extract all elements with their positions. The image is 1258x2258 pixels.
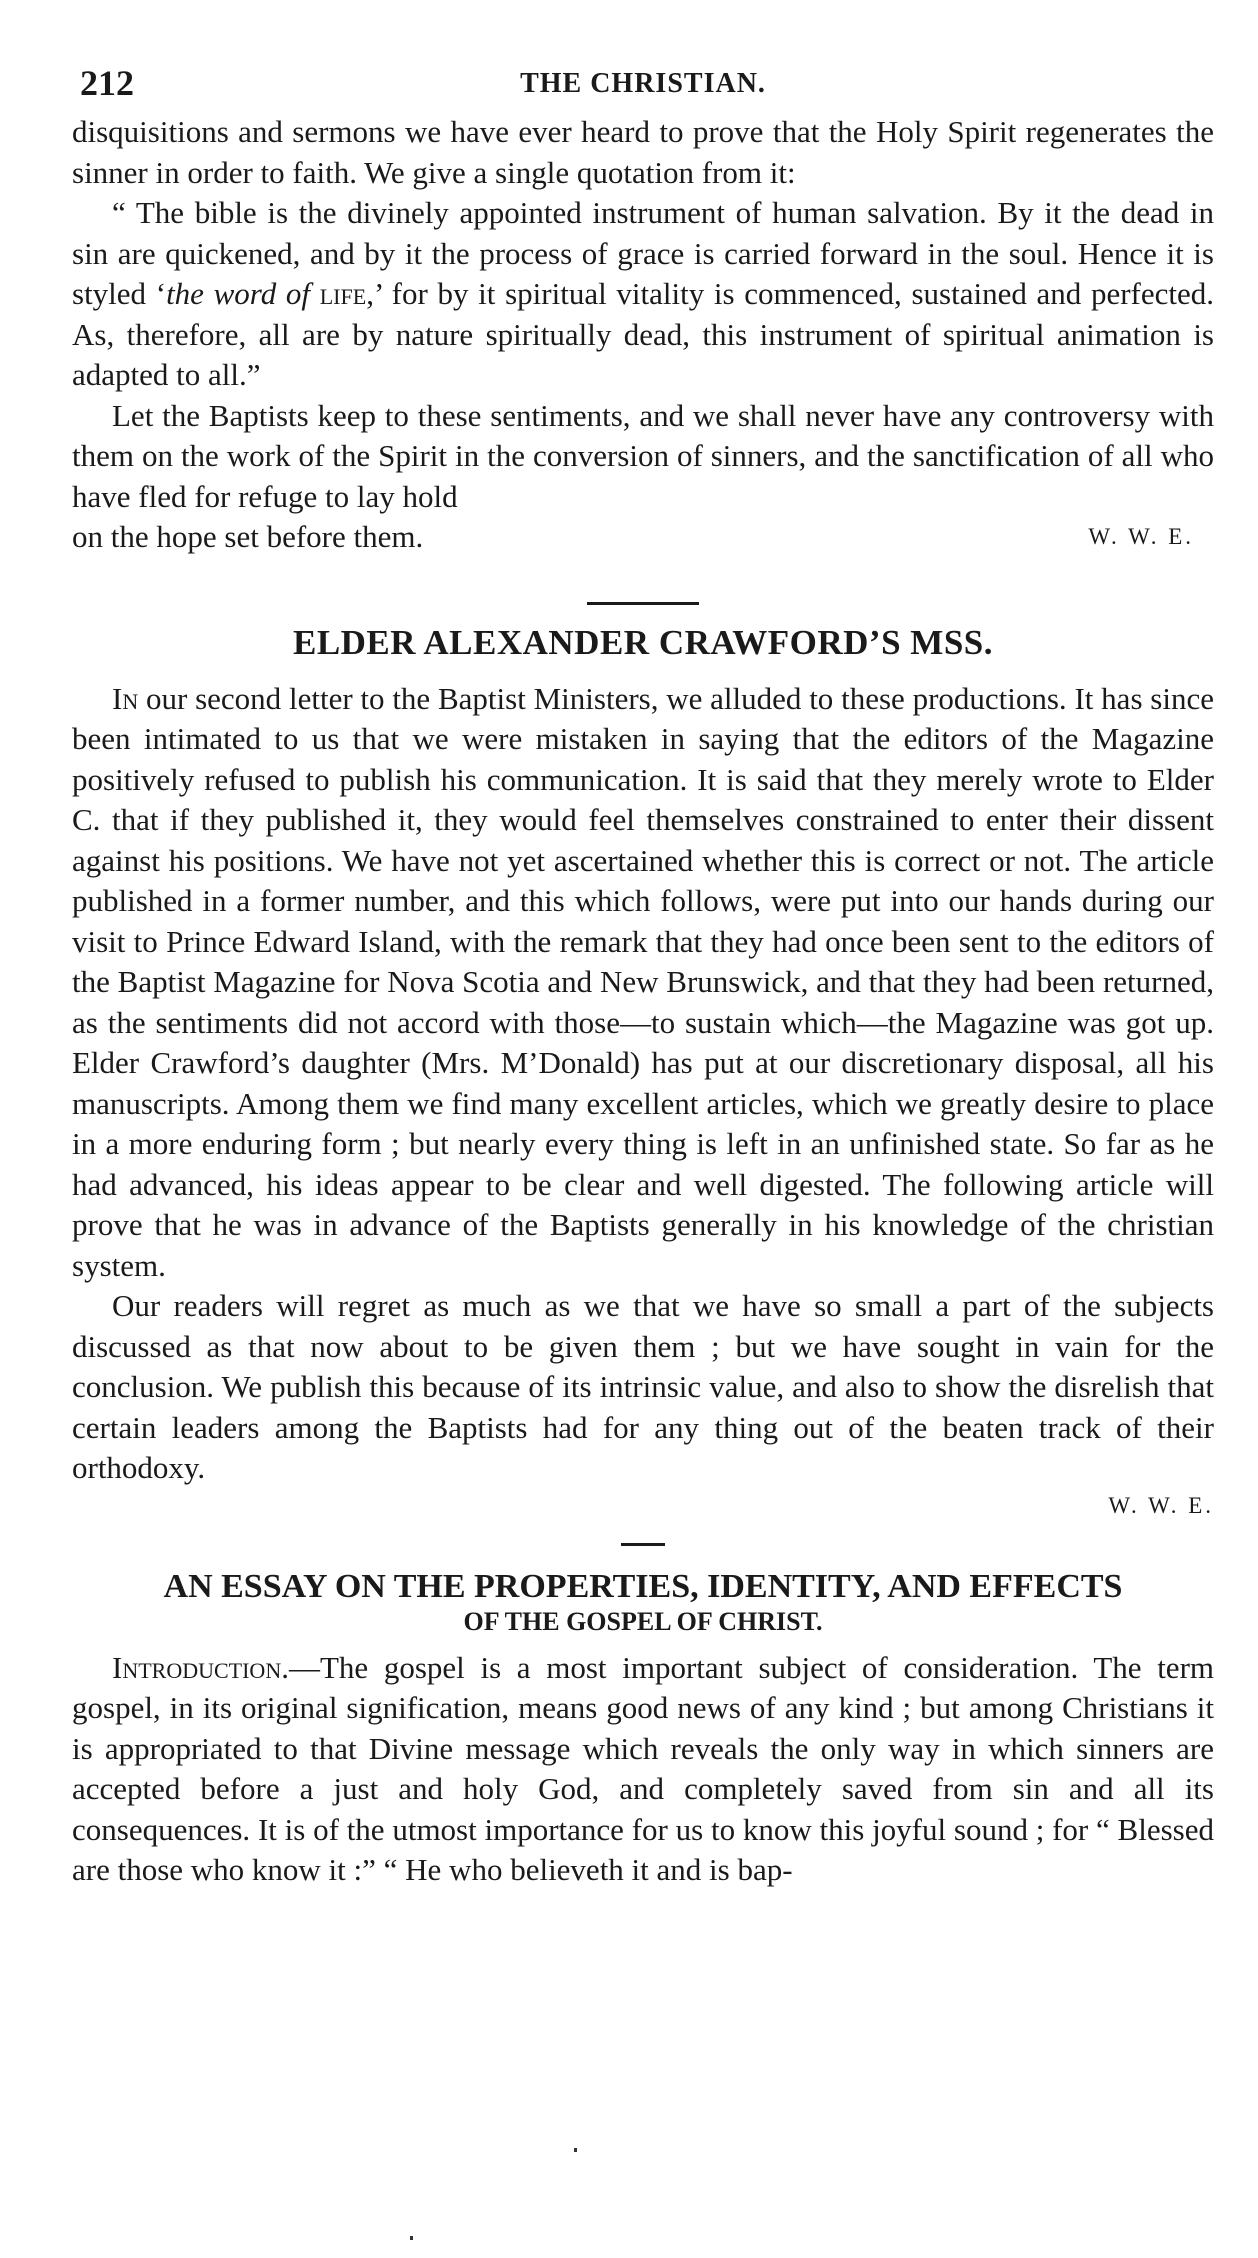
closing-paragraph: Let the Baptists keep to these sentiments, and we shall never have any controversy with them on the work of the Spirit in the conversion of sinners, and the sanctification of all who have fled for refuge to lay hold <box>72 397 1214 514</box>
quotation-paragraph <box>72 193 1214 396</box>
section-divider <box>587 602 699 605</box>
signature: W. W. E. <box>1088 524 1194 549</box>
essay-heading: AN ESSAY ON THE PROPERTIES, IDENTITY, AND EFFECTS <box>163 1567 1123 1605</box>
introduction-label: Introduction. <box>112 1649 289 1685</box>
essay-introduction <box>72 1648 1214 1891</box>
section-divider-short <box>621 1543 665 1546</box>
drop-word: In <box>112 680 139 716</box>
introduction-text: —The gospel is a most important subject of consideration. The term gospel, in its original signification, means good news of any kind ; but among Christians it is appropriated to that Divine message which reveals the only way in which sinners are accepted before a just and holy God, and completely saved from sin and all its consequences. It is of the utmost importance for us to know this joyful sound ; for “ Blessed are those who know it :” “ He who believeth it and is bap- <box>72 1649 1214 1887</box>
article-signature: W. W. E. <box>1108 1492 1214 1518</box>
quote-text-start: “ The bible is the divinely appointed instrument of human salvation. By it the dead in sin are quickened, and by it the process of grace is carried forward in the soul. Hence it is styled ‘ <box>72 195 1214 311</box>
running-head <box>72 62 1214 112</box>
article-paragraph-2: Our readers will regret as much as we that we have so small a part of the subjects discussed as that now about to be given them ; but we have sought in vain for the conclusion. We publish this because of its intrinsic value, and also to show the disrelish that certain leaders among the Baptists had for any thing out of the beaten track of their orthodoxy. <box>72 1288 1214 1485</box>
article-paragraph <box>72 679 1214 1287</box>
continuation-paragraph: disquisitions and sermons we have ever heard to prove that the Holy Spirit regenerates the sinner in order to faith. We give a single quotation from it: <box>72 114 1214 190</box>
quote-smallcaps-text: life <box>319 276 367 311</box>
essay-subheading: OF THE GOSPEL OF CHRIST. <box>463 1606 823 1636</box>
quote-italic-text: the word of <box>166 276 311 311</box>
article-paragraph-text: our second letter to the Baptist Ministers, we alluded to these productions. It has since been intimated to us that we were mistaken in saying that the editors of the Magazine positively refused to publish his communication. It is said that they merely wrote to Elder C. that if they published it, they would feel themselves constrained to enter their dissent against his positions. We have not yet ascertained whether this is correct or not. The article published in a former number, and this which follows, were put into our hands during our visit to Prince Edward Island, with the remark that they had once been sent to the editors of the Baptist Magazine for Nova Scotia and New Brunswick, and that they had been returned, as the sentiments did not accord with those—to sustain which—the Magazine was got up. Elder Crawford’s daughter (Mrs. M’Donald) has put at our discretionary disposal, all his manuscripts. Among them we find many excellent articles, which we greatly desire to place in a more enduring form ; but nearly every thing is left in an unfinished state. So far as he had advanced, his ideas appear to be clear and well digested. The following article will prove that he was in advance of the Baptists generally in his knowledge of the christian system. <box>72 680 1214 1283</box>
quote-text-end: ,’ for by it spiritual vitality is commenced, sustained and perfected. As, therefore, all are by nature spiritually dead, this instrument of spiritual animation is adapted to all.” <box>72 276 1215 392</box>
closing-paragraph-last-line <box>72 517 1214 558</box>
print-speck <box>410 2236 413 2240</box>
journal-title: THE CHRISTIAN. <box>520 68 766 99</box>
page <box>72 62 1214 1891</box>
page-number: 212 <box>80 63 134 103</box>
print-speck <box>574 2148 577 2152</box>
article-heading: ELDER ALEXANDER CRAWFORD’S MSS. <box>292 622 994 662</box>
closing-last-line-text: on the hope set before them. <box>72 519 424 554</box>
